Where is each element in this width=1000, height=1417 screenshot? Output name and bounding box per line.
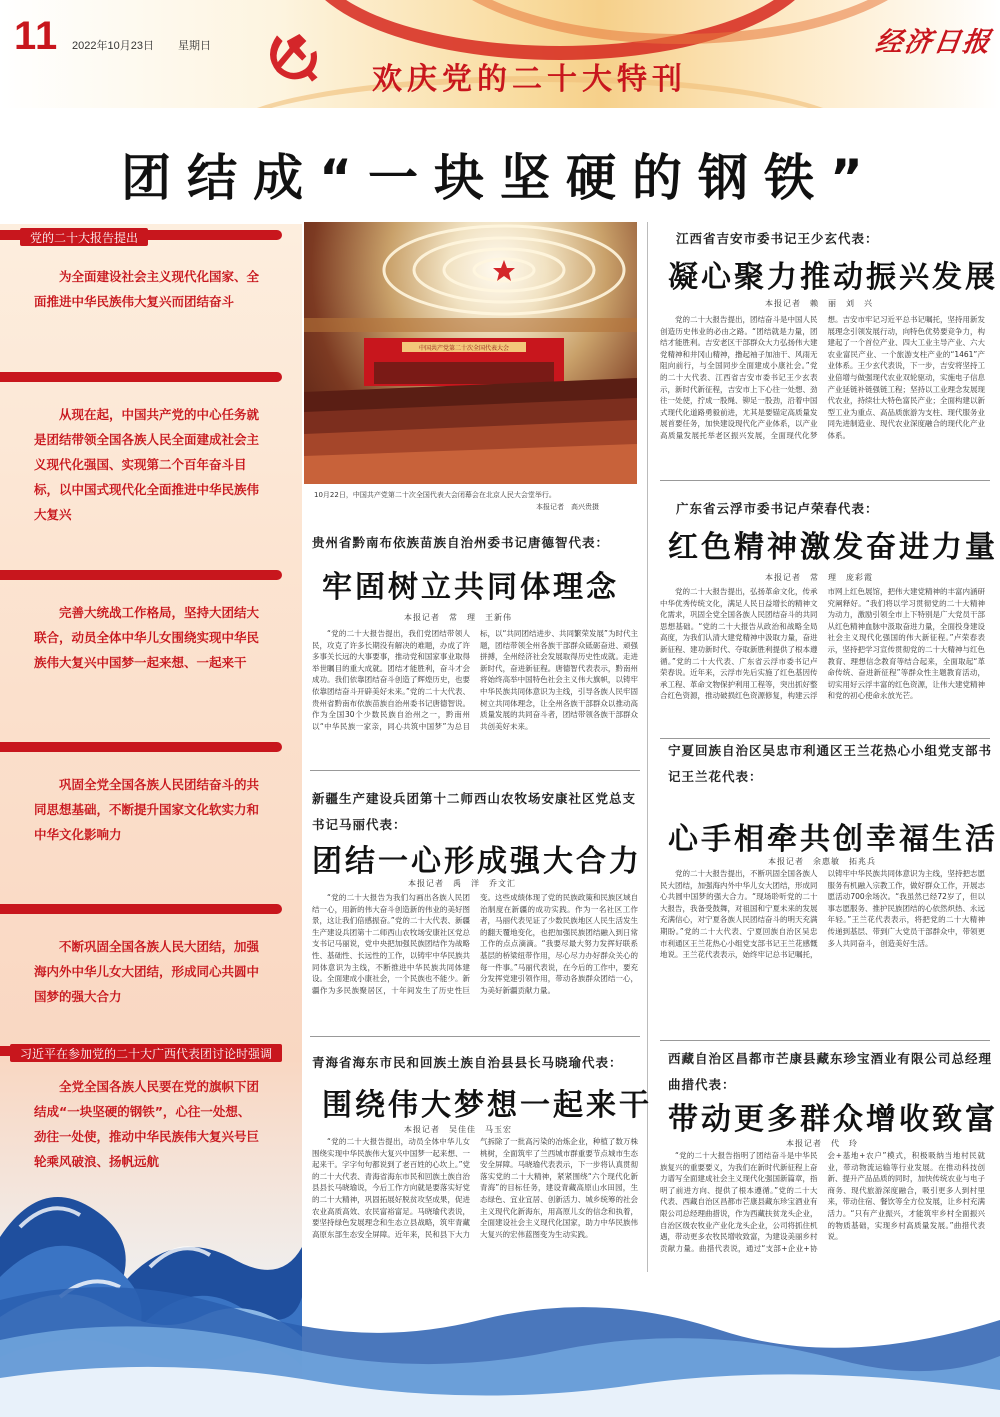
quote-text: 全党全国各族人民要在党的旗帜下团结成“一块坚硬的钢铁”，心往一处想、劲往一处使，推动中华民族伟大复兴号巨轮乘风破浪、扬帆远航 <box>34 1079 260 1169</box>
article-kicker: 江西省吉安市委书记王少玄代表： <box>676 231 879 246</box>
article-byline: 本报记者 赖 丽 刘 兴 <box>765 299 873 308</box>
masthead <box>0 0 1000 108</box>
quote-bar <box>0 372 282 382</box>
bottom-wave-decoration <box>0 1260 1000 1417</box>
hall-banner-text: 中国共产党第二十次全国代表大会 <box>418 345 510 352</box>
article-body: 党的二十大报告提出，团结奋斗是中国人民创造历史伟业的必由之路。“团结就是力量，团结才能胜利。吉安老区干部群众大力弘扬伟大建党精神和井冈山精神，撸起袖子加油干、风雨无阻向前行，与全国同步全面建成小康社会。”党的二十大代表、江西省吉安市委书记王少玄表示，新时代新征程，吉安市上下心往一处想、劲往一处使，拧成一股绳、铆足一股劲，沿着中国式现代化道路勇毅前进，尤其是要锚定高质量发展首要任务，加快建设现代化产业体系，以产业高质量发展托举老区振兴发展，全面现代化梦想。吉安市牢记习近平总书记嘱托，坚持用新发展理念引领发展行动，向特色优势要竞争力，构建起了一个首位产业、四大工业主导产业、六大农业富民产业、一个旅游支柱产业的“1461”产业体系。王少玄代表说，下一步，吉安将坚持工业倍增与做强现代农业双轮驱动，实施电子信息产业延链补链强链工程；坚持以工业理念发展现代农业，持续壮大特色富民产业；全面构建以新型工业为重点、高品质旅游为支柱、现代服务业同先进制造业、现代农业深度融合的现代化产业体系。 <box>660 315 985 440</box>
article-title: 凝心聚力推动振兴发展 <box>668 260 998 295</box>
publication-date: 2022年10月23日 <box>72 40 154 52</box>
quote-label: 习近平在参加党的二十大广西代表团讨论时强调 <box>10 1044 282 1062</box>
photo-credit: 本报记者 高兴贵摄 <box>536 503 599 511</box>
article-divider <box>310 770 640 771</box>
article-byline: 本报记者 常 理 庞彩霞 <box>765 573 873 582</box>
article-title: 围绕伟大梦想一起来干 <box>322 1088 652 1123</box>
article-divider <box>660 480 990 481</box>
article-byline: 本报记者 常 理 王新伟 <box>404 613 512 622</box>
article-kicker: 青海省海东市民和回族土族自治县县长马晓瑜代表： <box>312 1055 623 1070</box>
article-body: 党的二十大报告提出，不断巩固全国各族人民大团结，加强海内外中华儿女大团结，形成同心共圆中国梦的强大合力。“现场聆听党的二十大报告，我备受鼓舞，对祖国和宁夏未来的发展充满信心，对宁夏各族人民团结奋斗的明天充满期盼。”党的二十大代表、宁夏回族自治区吴忠市利通区王兰花热心小组党支部书记王兰花感慨地说。王兰花代表表示，始终牢记总书记嘱托，以铸牢中华民族共同体意识为主线，坚持把志愿服务有机融入宗教工作，做好群众工作，开展志愿活动700余场次。“我虽然已经72岁了，但以事志愿服务、推护民族团结的心依然炽热、永远年轻。”王兰花代表表示，将把党的二十大精神传递到基层、带到广大党员干部群众中，带领更多人共同奋斗，创造美好生活。 <box>660 869 985 960</box>
article-byline: 本报记者 代 玲 <box>786 1139 858 1148</box>
article-body: “党的二十大报告提出，我们党团结带领人民，攻克了许多长期没有解决的难题，办成了许多事关长远的大事要事，推动党和国家事业取得举世瞩目的重大成就。团结才能胜利，奋斗才会成功。我们依靠团结奋斗创造了辉煌历史，也要依靠团结奋斗开辟美好未来。”党的二十大代表、贵州省黔南布依族苗族自治州委书记唐德智说。作为全国30个少数民族自治州之一，黔南州以“中华民族一家亲，同心共筑中国梦”为总目标，以“共同团结进步、共同繁荣发展”为时代主题，团结带领全州各族干部群众砥砺奋进、顽强拼搏，全州经济社会发展取得历史性成就。走进新时代，奋进新征程。唐德智代表表示，黔南州将始终高举中国特色社会主义伟大旗帜，以铸牢中华民族共同体意识为主线，引导各族人民牢固树立共同体理念，让全州各族干部群众以推动高质量发展的共同奋斗者，团结带领各族干部群众共创美好未来。 <box>312 629 638 731</box>
article-title: 心手相牵共创幸福生活 <box>668 822 998 857</box>
article-body: 党的二十大报告提出，弘扬革命文化，传承中华优秀传统文化，满足人民日益增长的精神文化需求，巩固全党全国各族人民团结奋斗的共同思想基础。“党的二十大报告从政治和战略全局高度，为我们认清大建党精神中汲取力量，奋进新征程、建功新时代、夺取新胜利提供了根本遵循。”党的二十大代表、广东省云浮市委书记卢荣春说。近年来，云浮市先后实施了红色基因传承工程、革命文物保护利用工程等，突出抓好整合红色资源，推动破损红色资源修复，构建云浮市网上红色展馆，把伟大建党精神的丰富内涵研究阐释好。“我们将以学习贯彻党的二十大精神为动力，激励引领全市上下特别是广大党员干部从红色精神血脉中汲取奋进力量，全面投身建设社会主义现代化强国的伟大新征程。”卢荣春表示，坚持把学习宣传贯彻党的二十大精神与红色教育、理想信念教育等结合起来，全面取起“革命传统、奋进新征程”等群众性主题教育活动，切实用好云浮丰富的红色资源，让伟大建党精神和党的初心使命永放光芒。 <box>660 587 985 701</box>
article-title: 团结一心形成强大合力 <box>312 844 642 879</box>
congress-hall-photo <box>304 222 637 484</box>
article-title: 牢固树立共同体理念 <box>322 570 619 605</box>
photo-caption: 10月22日，中国共产党第二十次全国代表大会闭幕会在北京人民大会堂举行。 <box>314 491 556 499</box>
article-body: “党的二十大报告提出，动员全体中华儿女围绕实现中华民族伟大复兴中国梦一起来想、一起来干。字字句句都说到了老百姓的心坎上。”党的二十大代表、青海省海东市民和回族土族自治县县长马晓瑜说，今后工作方向就是要落实好党的二十大精神，巩固拓展好脱贫攻坚成果，促进农业高质高效、农民富裕富足。马晓瑜代表说，要坚持绿色发展理念和生态立县战略，筑牢青藏高原东部生态安全屏障。近年来，民和县下大力气拆除了一批高污染的冶炼企业，种植了数万株桃树，全面筑牢了兰西城市群重要节点城市生态安全屏障。马晓瑜代表表示，下一步将认真贯彻落实党的二十大精神，紧紧围绕“六个现代化新青海”的目标任务，建设青藏高原山水田园，生态绿色、宜业宜居、创新活力、城乡统筹的社会主义现代化新海东，用高原儿女的信念和执着，全面建设社会主义现代化国家，助力中华民族伟大复兴的宏伟蓝图变为生动实践。 <box>312 1137 638 1239</box>
quote-label: 党的二十大报告提出 <box>20 228 148 246</box>
article-kicker: 西藏自治区昌都市芒康县藏东珍宝酒业有限公司总经理曲措代表： <box>668 1051 993 1092</box>
special-issue-title: 欢庆党的二十大特刊 <box>372 62 687 97</box>
article-byline: 本报记者 禹 洋 乔文汇 <box>408 879 516 888</box>
quote-text: 巩固全党全国各族人民团结奋斗的共同思想基础，不断提升国家文化软实力和中华文化影响力 <box>34 777 260 842</box>
party-emblem-icon <box>256 20 326 90</box>
article-body: “党的二十大报告为我们勾画出各族人民团结一心，用新的伟大奋斗创造新的伟业的美好图景，这让我们倍感振奋。”党的二十大代表、新疆生产建设兵团第十二师西山农牧场安康社区党总支书记马丽说，党中央把加强民族团结作为战略性、基础性、长远性的工作，以铸牢中华民族共同体意识为主线，不断推进中华民族共同体建设。全面建成小康社会，一个民族也不能少。新疆作为多民族聚居区，十年间发生了历史性巨变。这些成绩体现了党的民族政策和民族区域自治制度在新疆的成功实践。作为一名社区工作者，马丽代表见证了少数民族地区人民生活发生的翻天覆地变化，也把加强民族团结融入到日常工作的点点滴滴。“我要尽最大努力发挥好联系基层的桥梁纽带作用，尽心尽力办好群众关心的每一件事。”马丽代表说，在今后的工作中，要充分发挥党建引领作用，带动各族群众团结一心，为美好新疆贡献力量。 <box>312 893 638 995</box>
quote-text: 不断巩固全国各族人民大团结，加强海内外中华儿女大团结，形成同心共圆中国梦的强大合力 <box>34 939 260 1004</box>
article-byline: 本报记者 余惠敏 拓兆兵 <box>768 857 876 866</box>
article-kicker: 宁夏回族自治区吴忠市利通区王兰花热心小组党支部书记王兰花代表： <box>668 743 993 784</box>
quote-text: 完善大统战工作格局，坚持大团结大联合，动员全体中华儿女围绕实现中华民族伟大复兴中国梦一起来想、一起来干 <box>34 605 260 670</box>
quote-text: 为全面建设社会主义现代化国家、全面推进中华民族伟大复兴而团结奋斗 <box>34 269 260 309</box>
newspaper-logo: 经济日报 <box>873 27 994 58</box>
article-divider <box>310 1036 640 1037</box>
quote-bar <box>0 570 282 580</box>
article-divider <box>660 1040 990 1041</box>
article-byline: 本报记者 吴佳佳 马玉宏 <box>404 1125 512 1134</box>
article-kicker: 广东省云浮市委书记卢荣春代表： <box>676 501 879 516</box>
quote-bar <box>0 742 282 752</box>
article-title: 带动更多群众增收致富 <box>668 1102 998 1137</box>
congress-hall-illustration <box>304 222 637 484</box>
quote-text: 从现在起，中国共产党的中心任务就是团结带领全国各族人民全面建成社会主义现代化强国、实现第二个百年奋斗目标，以中国式现代化全面推进中华民族伟大复兴 <box>34 407 260 522</box>
main-headline: 团结成“一块坚硬的钢铁” <box>121 149 879 207</box>
quote-sidebar <box>0 224 302 1417</box>
article-title: 红色精神激发奋进力量 <box>668 530 998 565</box>
publication-weekday: 星期日 <box>178 40 211 52</box>
article-kicker: 贵州省黔南布依族苗族自治州委书记唐德智代表： <box>312 535 610 550</box>
article-kicker: 新疆生产建设兵团第十二师西山农牧场安康社区党总支书记马丽代表： <box>312 791 637 832</box>
quote-bar <box>0 904 282 914</box>
article-body: “党的二十大报告指明了团结奋斗是中华民族复兴的重要要义，为我们在新时代新征程上奋力谱写全面建成社会主义现代化强国新篇章，指明了前进方向、提供了根本遵循。”党的二十大代表、西藏自治区昌都市芒康县藏东珍宝酒业有限公司总经理曲措说，作为西藏扶贫龙头企业，自治区级农牧业产业化龙头企业，公司将抓住机遇，带动更多农牧民增收致富，为建设美丽乡村贡献力量。曲措代表说，通过“支部+企业+协会+基地+农户”模式，积极吸纳当地村民就业，带动物流运输等行业发展。在推动科技创新、提升产品品质的同时，加快传统农业与电子商务、现代旅游深度融合，吸引更多人到村里来，带动住宿、餐饮等全方位发展，让乡村充满活力。“只有产业振兴，才能筑牢乡村全面振兴的物质基础，实现乡村高质量发展。”曲措代表说。 <box>660 1151 985 1253</box>
page-number: 11 <box>14 14 59 58</box>
